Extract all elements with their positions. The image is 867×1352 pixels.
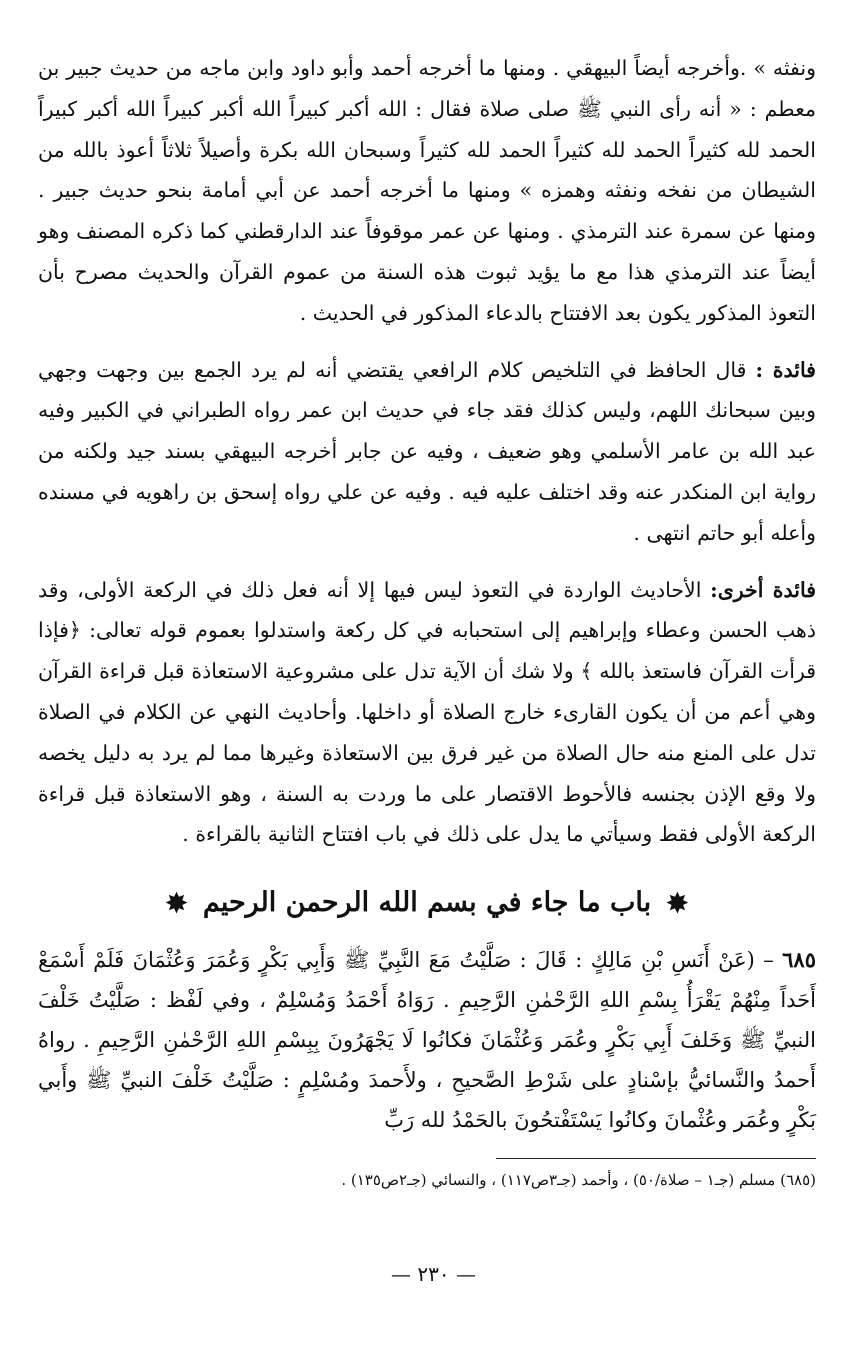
star-ornament-icon: ✸ <box>165 888 188 919</box>
fayida-ukhra-heading: فائدة أخرى: <box>710 577 816 602</box>
chapter-heading <box>38 881 816 926</box>
paragraph-1: ونفثه » .وأخرجه أيضاً البيهقي . ومنها ما أخرجه أحمد وأبو داود وابن ماجه من حديث جبير بن معطم : « أنه رأى النبي ﷺ صلى صلاة فقال : الله أكبر كبيراً الله أكبر كبيراً الله أكبر كبيراً الحمد لله كثيراً الحمد لله كثيراً الحمد لله كثيراً وسبحان الله بكرة وأصيلاً ثلاثاً أعوذ بالله من الشيطان من نفخه ونفثه وهمزه » ومنها ما أخرجه أحمد عن أبي أمامة بنحو حديث جبير . ومنها عن سمرة عند الترمذي . ومنها عن عمر موقوفاً عند الدارقطني كما ذكره المصنف وهو أيضاً عند الترمذي هذا مع ما يؤيد ثبوت هذه السنة من عموم القرآن والحديث مصرح بأن التعوذ المذكور يكون بعد الافتتاح بالدعاء المذكور في الحديث . <box>38 56 816 325</box>
hadith-number: ٦٨٥ <box>782 946 816 972</box>
chapter-title: باب ما جاء في بسم الله الرحمن الرحيم <box>202 887 652 919</box>
fayida-heading: فائدة : <box>755 357 816 382</box>
footnote: (٦٨٥) مسلم (جـ١ – صلاة/٥٠) ، وأحمد (جـ٣ص١١٧) ، والنسائي (جـ٢ص١٣٥) . <box>341 1170 816 1189</box>
footnote-divider <box>496 1158 816 1159</box>
fayida-ukhra-text: الأحاديث الواردة في التعوذ ليس فيها إلا أنه فعل ذلك في الركعة الأولى، وقد ذهب الحسن وعطاء وإبراهيم إلى استحبابه في كل ركعة واستدلوا بعموم قوله تعالى: ﴿فإذا قرأت القرآن فاستعذ بالله ﴾ ولا شك أن الآية تدل على مشروعية الاستعاذة قبل قراءة القرآن وهي أعم من أن يكون القارىء خارج الصلاة أو داخلها. وأحاديث النهي عن الكلام في الصلاة تدل على المنع منه حال الصلاة من غير فرق بين الاستعاذة وغيرها مما لم يرد به دليل يخصه ولا وقع الإذن بجنسه فالأحوط الاقتصار على ما وردت به السنة ، وهو الاستعاذة قبل قراءة الركعة الأولى فقط وسيأتي ما يدل على ذلك في باب افتتاح الثانية بالقراءة . <box>38 577 816 847</box>
paragraph-fayida-ukhra <box>38 570 816 856</box>
paragraph-fayida <box>38 350 816 554</box>
page-number: — ٢٣٠ — <box>391 1262 476 1286</box>
fayida-text: قال الحافظ في التلخيص كلام الرافعي يقتضي أنه لم يرد الجمع بين وجهت وجهي وبين سبحانك اللهم، وليس كذلك فقد جاء في حديث ابن عمر رواه الطبراني في الكبير وفيه عبد الله بن عامر الأسلمي وهو ضعيف ، وفيه عن جابر أخرجه البيهقي بسند جيد ولكنه من رواية ابن المنكدر عنه وقد اختلف عليه فيه . وفيه عن علي رواه إسحق بن راهويه في مسنده وأعله أبو حاتم انتهى . <box>38 357 816 545</box>
hadith-685 <box>38 940 816 1140</box>
star-ornament-icon: ✸ <box>666 888 689 919</box>
page-number-value: ٢٣٠ <box>417 1262 450 1286</box>
page-body <box>38 48 816 1193</box>
hadith-text: – (عَنْ أَنَسِ بْنِ مَالِكٍ : قَالَ : صَلَّيْتُ مَعَ النَّبِيِّ ﷺ وَأَبِي بَكْرٍ وَعُمَرَ وَعُثْمَانَ فَلَمْ أَسْمَعْ أَحَداً مِنْهُمْ يَقْرَأُ بِسْمِ اللهِ الرَّحْمٰنِ الرَّحِيمِ . رَوَاهُ أَحْمَدُ وَمُسْلِمٌ ، وفي لَفْظ : صَلَّيْتُ خَلْفَ النبيِّ ﷺ وَخَلفَ أَبِي بَكْرٍ وعُمَر وَعُثْمَانَ فكانُوا لَا يَجْهَرُونَ بِبِسْمِ اللهِ الرَّحْمٰنِ الرَّحِيمِ . رواهُ أَحمدُ والنَّسائيُّ بإسْنادٍ على شَرْطِ الصَّحيحِ ، ولأَحمدَ ومُسْلِمٍ : صَلَّيْتُ خَلْفَ النبيِّ ﷺ وأَبي بَكْرٍ وعُمَر وعُثْمانَ وكانُوا يَسْتَفْتحُونَ بالحَمْدُ لله رَبِّ <box>38 947 816 1132</box>
